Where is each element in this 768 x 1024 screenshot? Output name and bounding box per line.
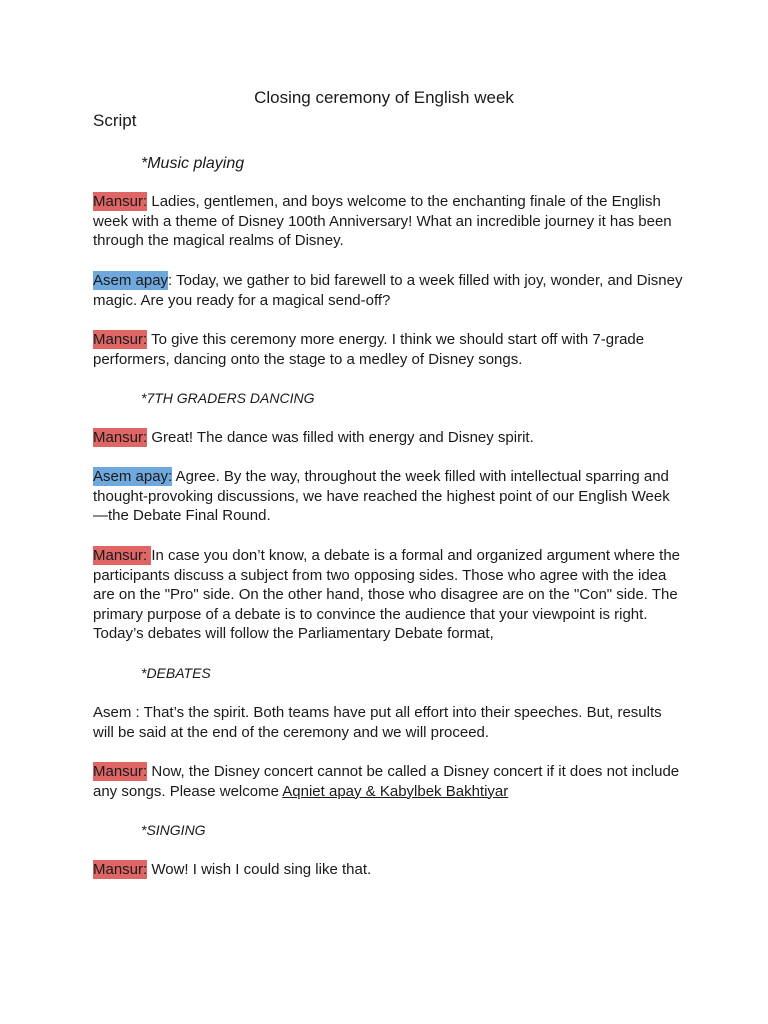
speaker-asem: Asem apay: <box>93 468 173 485</box>
paragraph-1 <box>93 192 683 251</box>
document-title: Closing ceremony of English week <box>254 88 514 107</box>
paragraph-7: Asem : That’s the spirit. Both teams have put all effort into their speeches. But, results will be said at the end of the ceremony and we will proceed. <box>93 704 662 741</box>
speaker-mansur: Mansur: <box>93 547 152 564</box>
speaker-mansur: Mansur: <box>93 861 148 878</box>
document-subtitle: Script <box>93 111 137 130</box>
paragraph-text: Great! The dance was filled with energy and Disney spirit. <box>147 429 534 446</box>
speaker-asem: Asem apay <box>93 272 169 289</box>
stage-direction-dancing: *7TH GRADERS DANCING <box>141 390 315 406</box>
paragraph-text: In case you don’t know, a debate is a formal and organized argument where the participants discuss a subject from two opposing sides. Those who agree with the idea are on the "Pro" side. On the other hand, those who disagree are on the "Con" side. The primary purpose of a debate is to convince the audience that your viewpoint is right. Today’s debates will follow the Parliamentary Debate format, <box>93 547 681 642</box>
paragraph-text: : Today, we gather to bid farewell to a week filled with joy, wonder, and Disney magic. Are you ready for a magical send-off? <box>93 272 683 309</box>
paragraph-2 <box>93 271 683 310</box>
speaker-mansur: Mansur: <box>93 193 148 210</box>
paragraph-text: Agree. By the way, throughout the week filled with intellectual sparring and thought-provoking discussions, we have reached the highest point of our English Week—the Debate Final Round. <box>93 468 670 524</box>
paragraph-6 <box>93 546 683 644</box>
paragraph-8 <box>93 762 683 801</box>
performer-names-link[interactable]: Aqniet apay & Kabylbek Bakhtiyar <box>282 782 509 800</box>
paragraph-9 <box>93 860 683 880</box>
stage-direction-music: *Music playing <box>141 155 245 172</box>
paragraph-text: Wow! I wish I could sing like that. <box>147 861 372 878</box>
paragraph-text: Ladies, gentlemen, and boys welcome to the enchanting finale of the English week with a theme of Disney 100th Anniversary! What an incredible journey it has been through the magical realms of Disney. <box>93 193 672 249</box>
speaker-mansur: Mansur: <box>93 763 148 780</box>
paragraph-text: To give this ceremony more energy. I think we should start off with 7-grade performers, dancing onto the stage to a medley of Disney songs. <box>93 331 645 368</box>
speaker-mansur: Mansur: <box>93 429 148 446</box>
stage-direction-debates: *DEBATES <box>141 665 211 681</box>
paragraph-5 <box>93 467 683 526</box>
paragraph-3 <box>93 330 683 369</box>
paragraph-text: Now, the Disney concert cannot be called a Disney concert if it does not include any songs. Please welcome <box>93 763 680 800</box>
stage-direction-singing: *SINGING <box>141 822 206 838</box>
speaker-mansur: Mansur: <box>93 331 148 348</box>
paragraph-4 <box>93 428 683 448</box>
